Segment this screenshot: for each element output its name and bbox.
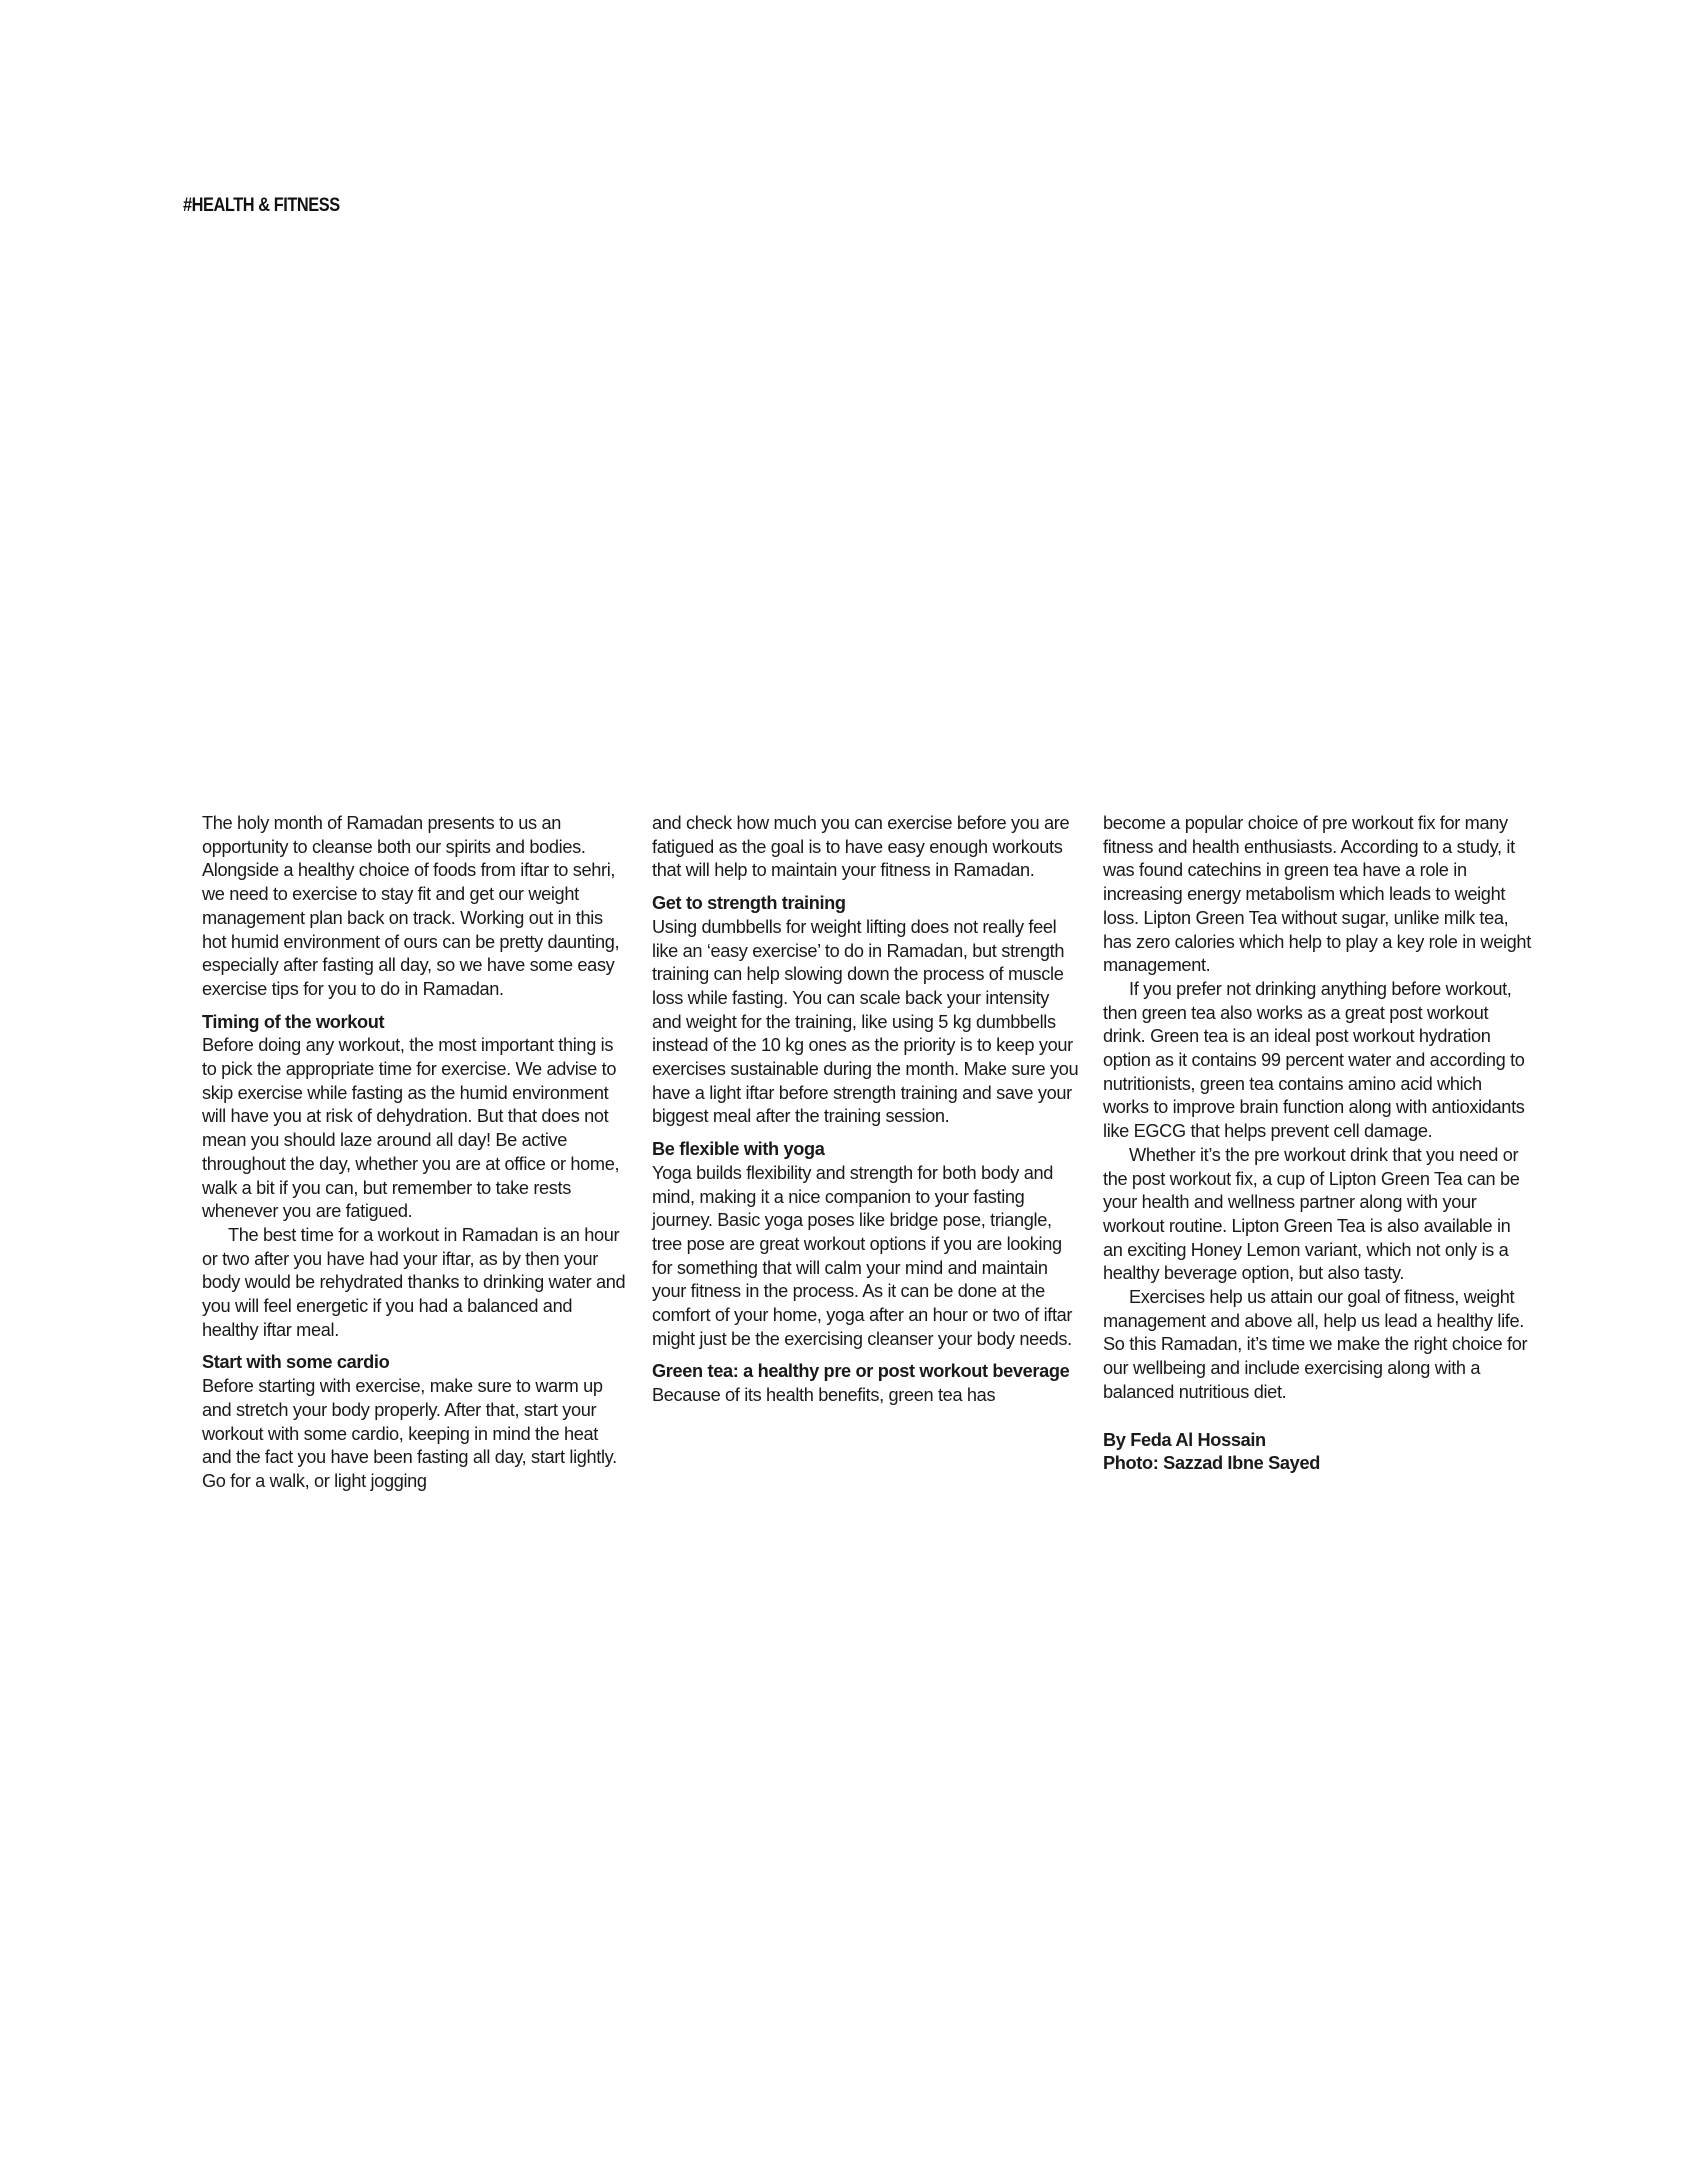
article-column-2 [652,812,1080,1408]
subheading-green-tea: Green tea: a healthy pre or post workout beverage [652,1361,1070,1382]
photo-credit: Photo: Sazzad Ibne Sayed [1103,1453,1320,1474]
paragraph: Before doing any workout, the most important thing is to pick the appropriate time for exercise. We advise to skip exercise while fasting as the humid environment will have you at risk of dehydration. But that does not mean you should laze around all day! Be active throughout the day, whether you are at office or home, walk a bit if you can, but remember to take rests whenever you are fatigued. [202,1035,620,1222]
paragraph: Exercises help us attain our goal of fitness, weight management and above all, help us lead a healthy life. So this Ramadan, it’s time we make the right choice for our wellbeing and include exercising along with a balanced nutritious diet. [1103,1287,1528,1402]
article-column-1 [202,812,630,1494]
paragraph: Because of its health benefits, green tea has [652,1385,996,1406]
subheading-strength: Get to strength training [652,893,846,914]
author-credit: By Feda Al Hossain [1103,1429,1266,1450]
subheading-yoga: Be flexible with yoga [652,1139,825,1160]
paragraph: become a popular choice of pre workout fix for many fitness and health enthusiasts. According to a study, it was found catechins in green tea have a role in increasing energy metabolism which leads to weight loss. Lipton Green Tea without sugar, unlike milk tea, has zero calories which help to play a key role in weight management. [1103,813,1531,976]
paragraph: Yoga builds flexibility and strength for both body and mind, making it a nice companion to your fasting journey. Basic yoga poses like bridge pose, triangle, tree pose are great workout options if you are looking for something that will calm your mind and maintain your fitness in the process. As it can be done at the comfort of your home, yoga after an hour or two of iftar might just be the exercising cleanser your body needs. [652,1162,1073,1349]
subheading-timing: Timing of the workout [202,1011,385,1032]
byline [1103,1429,1531,1476]
paragraph: If you prefer not drinking anything before workout, then green tea also works as a great post workout drink. Green tea is an ideal post workout hydration option as it contains 99 percent water and according to nutritionists, green tea contains amino acid which works to improve brain function along with antioxidants like EGCG that helps prevent cell damage. [1103,978,1525,1142]
paragraph: Using dumbbells for weight lifting does not really feel like an ‘easy exercise’ to do in Ramadan, but strength training can help slowing down the process of muscle loss while fasting. You can scale back your intensity and weight for the training, like using 5 kg dumbbells instead of the 10 kg ones as the priority is to keep your exercises sustainable during the month. Make sure you have a light iftar before strength training and save your biggest meal after the training session. [652,916,1079,1127]
paragraph: Whether it’s the pre workout drink that you need or the post workout fix, a cup of Lipton Green Tea can be your health and wellness partner along with your workout routine. Lipton Green Tea is also available in an exciting Honey Lemon variant, which not only is a healthy beverage option, but also tasty. [1103,1144,1520,1284]
paragraph: Before starting with exercise, make sure to warm up and stretch your body properly. After that, start your workout with some cardio, keeping in mind the heat and the fact you have been fasting all day, start lightly. Go for a walk, or light jogging [202,1376,617,1491]
section-tag: #HEALTH & FITNESS [183,195,340,216]
paragraph: and check how much you can exercise before you are fatigued as the goal is to have easy enough workouts that will help to maintain your fitness in Ramadan. [652,813,1070,881]
subheading-cardio: Start with some cardio [202,1352,390,1373]
paragraph: The holy month of Ramadan presents to us an opportunity to cleanse both our spirits and bodies. Alongside a healthy choice of foods from iftar to sehri, we need to exercise to stay fit and get our weight management plan back on track. Working out in this hot humid environment of ours can be pretty daunting, especially after fasting all day, so we have some easy exercise tips for you to do in Ramadan. [202,813,620,999]
paragraph: The best time for a workout in Ramadan is an hour or two after you have had your iftar, as by then your body would be rehydrated thanks to drinking water and you will feel energetic if you had a balanced and healthy iftar meal. [202,1224,626,1340]
article-column-3 [1103,812,1531,1476]
